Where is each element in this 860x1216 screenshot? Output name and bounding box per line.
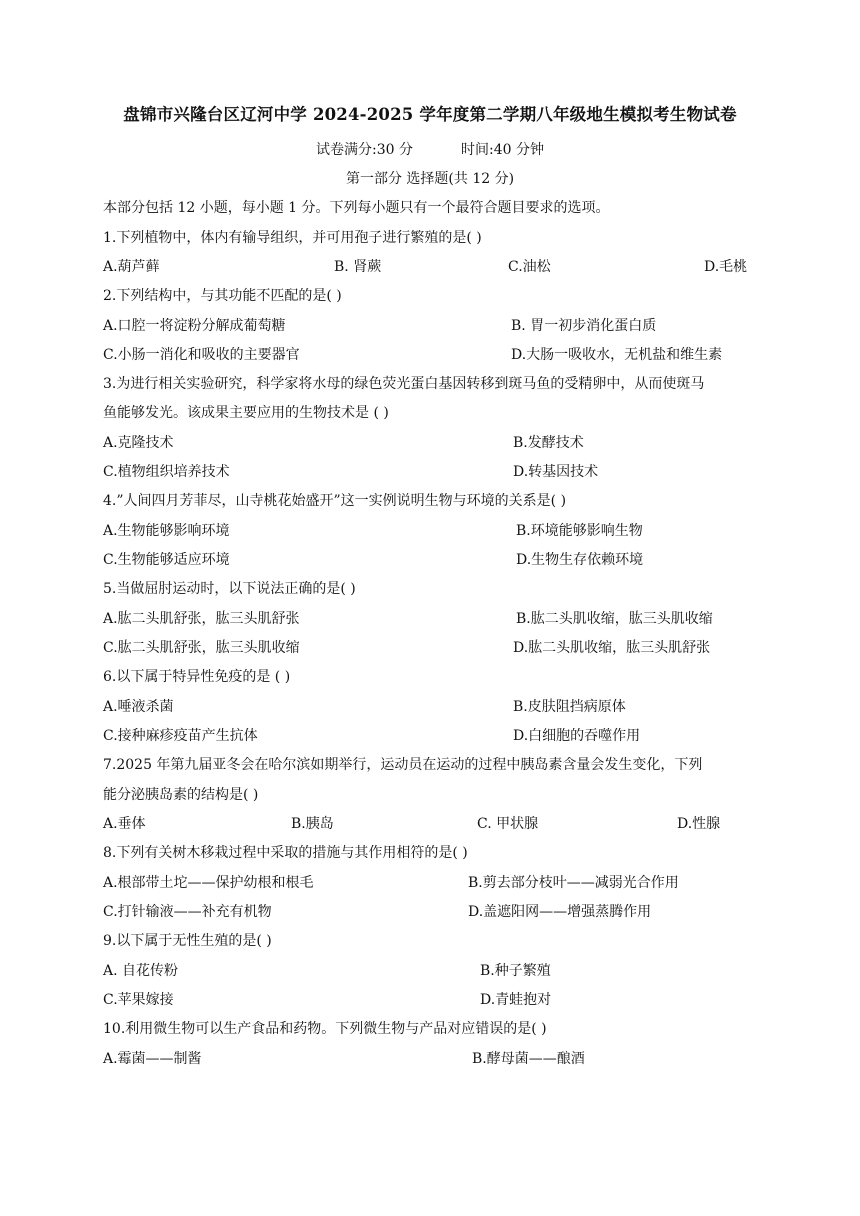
exam-title: 盘锦市兴隆台区辽河中学 2024-2025 学年度第二学期八年级地生模拟考生物试卷	[123, 105, 737, 124]
option-a: A.克隆技术	[103, 435, 174, 451]
option-c: C.打针输液——补充有机物	[103, 904, 272, 920]
option-d: D.青蛙抱对	[480, 992, 552, 1008]
option-b: B. 胃一初步消化蛋白质	[511, 318, 657, 334]
option-a: A.葫芦藓	[103, 259, 160, 275]
option-d: D.白细胞的吞噬作用	[513, 728, 641, 744]
question-stem-cont: 鱼能够发光。该成果主要应用的生物技术是 ( )	[103, 405, 389, 421]
exam-meta	[0, 139, 860, 159]
section-instruction: 本部分包括 12 小题，每小题 1 分。下列每小题只有一个最符合题目要求的选项。	[103, 200, 610, 216]
question-stem: 2.下列结构中，与其功能不匹配的是( )	[103, 288, 342, 304]
question-stem: 8.下列有关树木移栽过程中采取的措施与其作用相符的是( )	[103, 845, 468, 861]
option-b: B.皮肤阻挡病原体	[513, 699, 626, 715]
question-stem: 4.”人间四月芳菲尽，山寺桃花始盛开”这一实例说明生物与环境的关系是( )	[103, 493, 567, 509]
option-c: C. 甲状腺	[477, 816, 539, 832]
option-d: D.肱二头肌收缩，肱三头肌舒张	[513, 640, 711, 656]
option-c: C.生物能够适应环境	[103, 552, 230, 568]
option-b: B.发酵技术	[513, 435, 584, 451]
option-d: D.大肠一吸收水，无机盐和维生素	[511, 347, 723, 363]
option-a: A.生物能够影响环境	[103, 523, 230, 539]
score-info: 试卷满分:30 分	[316, 142, 413, 158]
option-a: A.根部带土坨——保护幼根和根毛	[103, 875, 314, 891]
time-info: 时间:40 分钟	[461, 142, 544, 158]
option-b: B.环境能够影响生物	[516, 523, 643, 539]
option-c: C.油松	[508, 259, 551, 275]
option-d: D.性腺	[677, 816, 721, 832]
question-stem: 7.2025 年第九届亚冬会在哈尔滨如期举行，运动员在运动的过程中胰岛素含量会发生变化，下列	[103, 757, 703, 773]
option-a: A.垂体	[103, 816, 146, 832]
option-b: B.胰岛	[291, 816, 334, 832]
option-c: C.苹果嫁接	[103, 992, 174, 1008]
option-b: B. 肾蕨	[334, 259, 382, 275]
option-d: D.毛桃	[704, 259, 748, 275]
option-d: D.生物生存依赖环境	[516, 552, 644, 568]
option-b: B.种子繁殖	[480, 963, 551, 979]
option-c: C.小肠一消化和吸收的主要器官	[103, 347, 300, 363]
question-stem: 6.以下属于特异性免疫的是 ( )	[103, 669, 291, 685]
question-stem: 9.以下属于无性生殖的是( )	[103, 933, 272, 949]
option-c: C.接种麻疹疫苗产生抗体	[103, 728, 258, 744]
option-c: C.肱二头肌舒张，肱三头肌收缩	[103, 640, 300, 656]
option-c: C.植物组织培养技术	[103, 464, 230, 480]
option-d: D.盖遮阳网——增强蒸腾作用	[468, 904, 652, 920]
question-stem: 1.下列植物中，体内有输导组织，并可用孢子进行繁殖的是( )	[103, 230, 482, 246]
question-stem: 5.当做屈肘运动时，以下说法正确的是( )	[103, 581, 356, 597]
option-d: D.转基因技术	[513, 464, 599, 480]
option-b: B.酵母菌——酿酒	[472, 1051, 585, 1067]
option-b: B.剪去部分枝叶——减弱光合作用	[468, 875, 679, 891]
option-a: A.霉菌——制酱	[103, 1051, 202, 1067]
option-a: A.口腔一将淀粉分解成葡萄糖	[103, 318, 286, 334]
section-heading: 第一部分 选择题(共 12 分)	[345, 171, 515, 187]
question-stem: 3.为进行相关实验研究，科学家将水母的绿色荧光蛋白基因转移到斑马鱼的受精卵中，从而使斑马	[103, 376, 705, 392]
option-a: A.肱二头肌舒张，肱三头肌舒张	[103, 611, 300, 627]
question-stem-cont: 能分泌胰岛素的结构是( )	[103, 787, 259, 803]
option-a: A. 自花传粉	[103, 963, 179, 979]
option-b: B.肱二头肌收缩，肱三头肌收缩	[516, 611, 713, 627]
question-stem: 10.利用微生物可以生产食品和药物。下列微生物与产品对应错误的是( )	[103, 1021, 547, 1037]
option-a: A.唾液杀菌	[103, 699, 174, 715]
